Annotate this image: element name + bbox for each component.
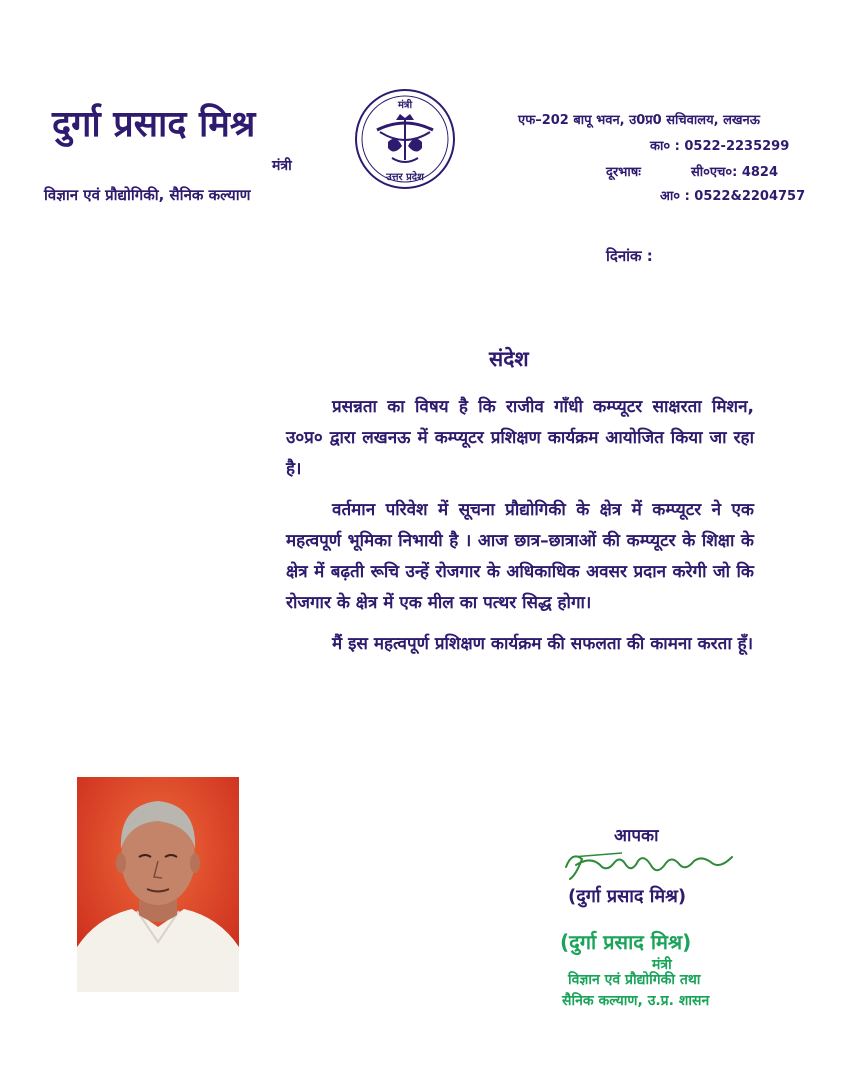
- signatory-name: (दुर्गा प्रसाद मिश्र): [568, 886, 687, 907]
- message-heading: संदेश: [489, 347, 529, 371]
- message-body: [286, 392, 754, 670]
- stamp-government: सैनिक कल्याण, उ.प्र. शासन: [562, 993, 710, 1009]
- office-phone: का० : 0522-2235299: [650, 139, 790, 154]
- message-paragraph-3: मैं इस महत्वपूर्ण प्रशिक्षण कार्यक्रम की सफलता की कामना करता हूँ।: [332, 634, 754, 654]
- phone-label: दूरभाषः: [606, 165, 641, 180]
- minister-portrait: [77, 777, 239, 992]
- department-line: विज्ञान एवं प्रौद्योगिकी, सैनिक कल्याण: [44, 186, 251, 204]
- message-paragraph-2: वर्तमान परिवेश में सूचना प्रौद्योगिकी के क्षेत्र में कम्प्यूटर ने एक महत्वपूर्ण भूमिका निभायी है । आज छात्र–छात्राओं की कम्प्यूटर के शिक्षा के क्षेत्र में बढ़ती रूचि उन्हें रोजगार के अधिकाधिक अवसर प्रदान करेगी जो कि रोजगार के क्षेत्र में एक मील का पत्थर सिद्ध होगा।: [286, 500, 754, 613]
- residence-phone: आ० : 0522&2204757: [660, 189, 806, 204]
- date-label: दिनांक :: [606, 247, 653, 265]
- stamp-department: विज्ञान एवं प्रौद्योगिकी तथा: [568, 972, 701, 988]
- address-line: एफ–202 बापू भवन, उ0प्र0 सचिवालय, लखनऊ: [518, 113, 760, 128]
- stamp-role: मंत्री: [652, 957, 672, 973]
- message-paragraph-1: प्रसन्नता का विषय है कि राजीव गाँधी कम्प्यूटर साक्षरता मिशन, उ०प्र० द्वारा लखनऊ में कम्प्यूटर प्रशिक्षण कार्यक्रम आयोजित किया जा रहा है।: [286, 397, 754, 479]
- ch-phone: सी०एच०: 4824: [691, 165, 779, 180]
- handwritten-signature: [562, 845, 742, 887]
- minister-role: मंत्री: [272, 158, 292, 174]
- svg-text:उत्तर प्रदेश: उत्तर प्रदेश: [386, 172, 424, 183]
- svg-text:मंत्री: मंत्री: [397, 100, 413, 111]
- stamp-name: (दुर्गा प्रसाद मिश्र): [560, 930, 692, 954]
- closing-salutation: आपका: [614, 826, 659, 846]
- up-emblem-seal: [344, 86, 466, 192]
- minister-name-title: दुर्गा प्रसाद मिश्र: [52, 104, 256, 145]
